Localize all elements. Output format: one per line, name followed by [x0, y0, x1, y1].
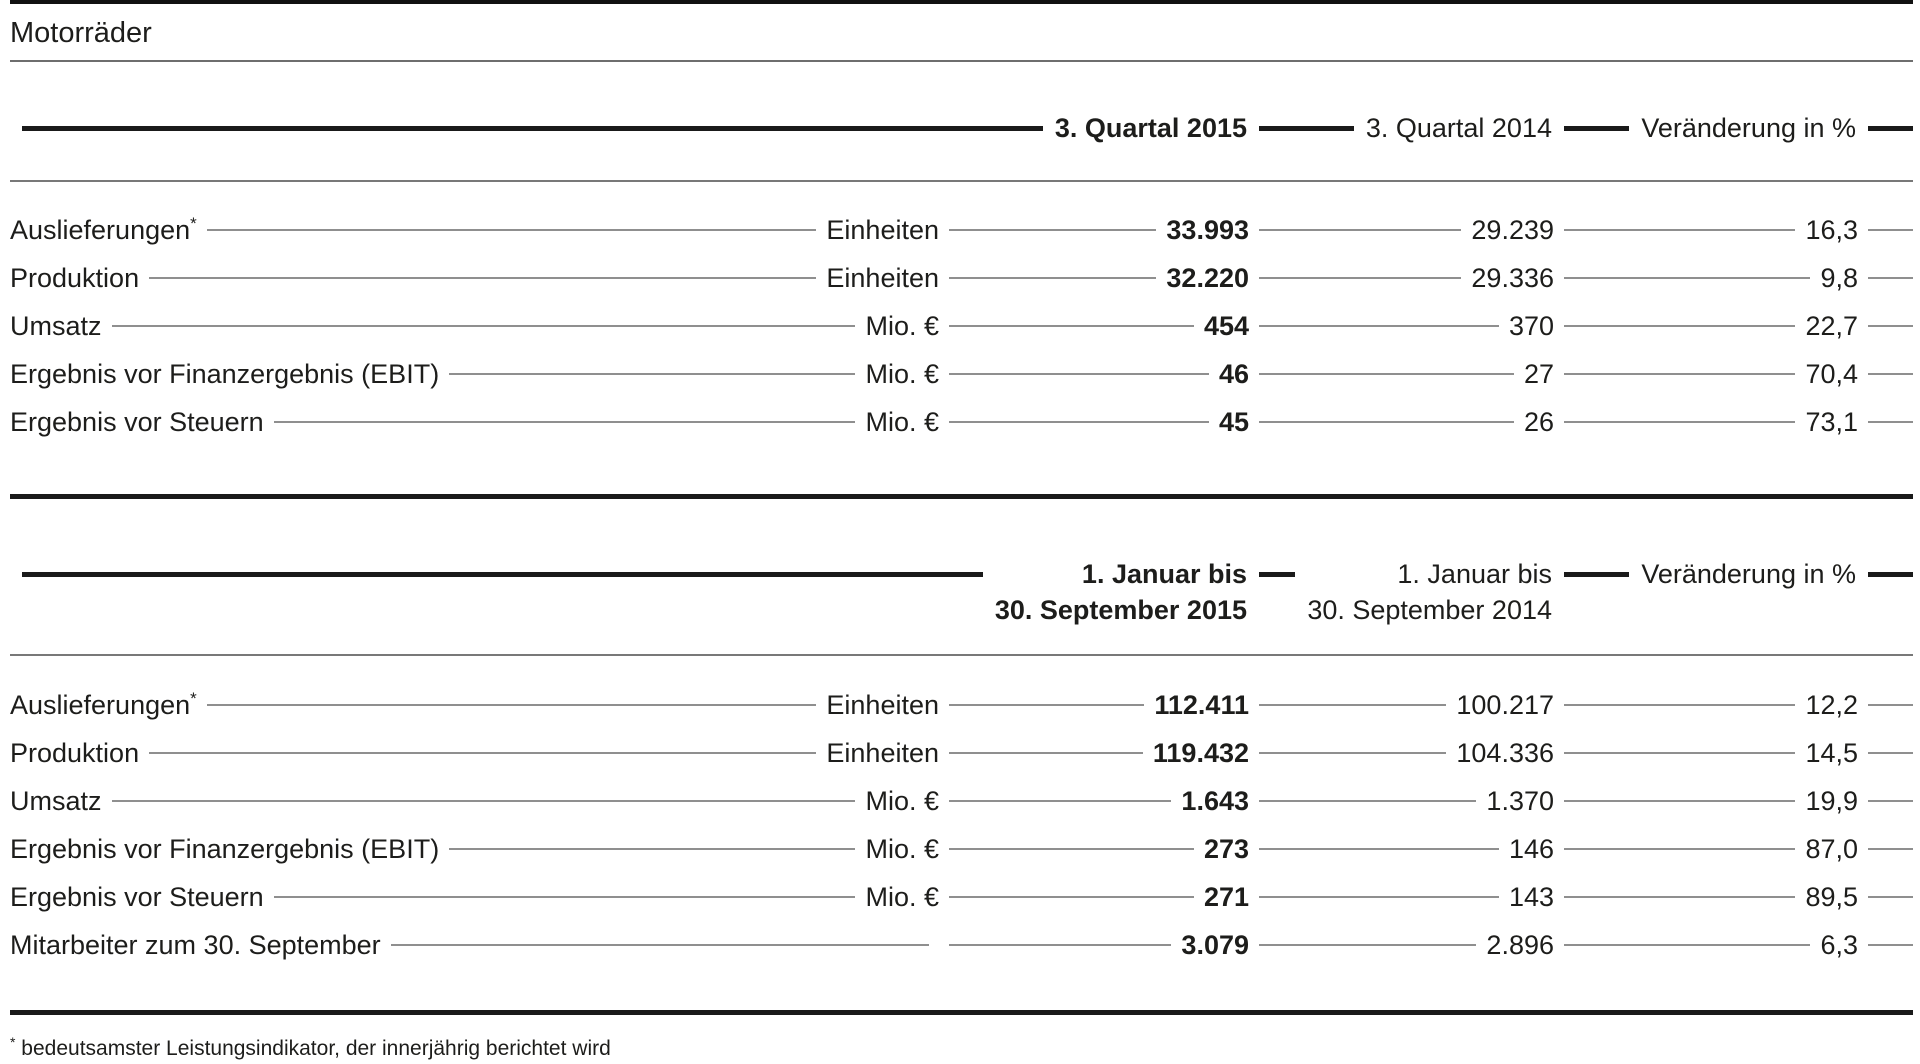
leader-line — [207, 229, 817, 231]
value-prior: 143 — [1508, 881, 1554, 912]
row-label-text: Ergebnis vor Finanzergebnis (EBIT) — [10, 833, 440, 864]
footnote-marker: * — [190, 688, 197, 708]
leader-line — [949, 848, 1194, 850]
row-label — [10, 930, 381, 961]
top-divider — [10, 0, 1913, 4]
value-current: 32.220 — [1166, 262, 1249, 293]
column-header-change: Veränderung in % — [1641, 559, 1856, 589]
value-current: 119.432 — [1152, 737, 1249, 768]
leader-line — [949, 373, 1209, 375]
row-unit: Einheiten — [826, 737, 939, 768]
leader-line — [1868, 277, 1913, 279]
row-label — [10, 882, 264, 913]
leader-line — [1564, 704, 1795, 706]
value-current: 33.993 — [1166, 214, 1249, 245]
ytd-table-body — [10, 656, 1913, 994]
header-leader-line — [1564, 572, 1629, 577]
column-header-current-line2: 30. September 2015 — [994, 595, 1247, 625]
value-current: 271 — [1203, 881, 1249, 912]
leader-line — [1868, 373, 1913, 375]
row-label-text: Mitarbeiter zum 30. September — [10, 929, 381, 960]
row-label-text: Produktion — [10, 262, 140, 293]
row-unit: Mio. € — [865, 833, 939, 864]
header-leader-line — [22, 126, 1043, 131]
value-prior: 2.896 — [1486, 929, 1554, 960]
table-row — [10, 206, 1913, 254]
row-label-text: Auslieferungen — [10, 689, 191, 720]
column-header-change: Veränderung in % — [1641, 112, 1856, 143]
value-current: 1.643 — [1181, 785, 1249, 816]
leader-line — [1259, 229, 1461, 231]
value-change: 22,7 — [1805, 310, 1858, 341]
column-header-change-group — [1552, 556, 1856, 592]
row-unit: Mio. € — [865, 358, 939, 389]
value-change: 12,2 — [1805, 689, 1858, 720]
column-header-current-line1: 1. Januar bis — [1081, 559, 1247, 589]
value-prior: 146 — [1508, 833, 1554, 864]
value-change: 19,9 — [1805, 785, 1858, 816]
value-prior: 27 — [1523, 358, 1554, 389]
leader-line — [949, 277, 1156, 279]
leader-line — [1868, 848, 1913, 850]
value-current: 454 — [1203, 310, 1249, 341]
column-header-change-group — [1552, 113, 1856, 144]
header-leader-line — [1259, 572, 1295, 577]
row-unit: Mio. € — [865, 406, 939, 437]
table-row — [10, 254, 1913, 302]
value-current: 273 — [1203, 833, 1249, 864]
value-prior: 104.336 — [1456, 737, 1554, 768]
table-row — [10, 921, 1913, 969]
leader-line — [1564, 277, 1810, 279]
value-change: 14,5 — [1805, 737, 1858, 768]
value-prior: 26 — [1523, 406, 1554, 437]
row-unit: Mio. € — [865, 785, 939, 816]
leader-line — [1564, 373, 1795, 375]
leader-line — [1564, 752, 1795, 754]
row-label — [10, 834, 439, 865]
leader-line — [1868, 421, 1913, 423]
row-label — [10, 215, 197, 246]
table-divider — [10, 494, 1913, 499]
leader-line — [149, 752, 816, 754]
footnote-marker: * — [10, 1034, 16, 1050]
value-change: 70,4 — [1805, 358, 1858, 389]
leader-line — [1564, 421, 1795, 423]
footnote — [10, 1027, 1913, 1064]
value-current: 3.079 — [1181, 929, 1249, 960]
row-unit: Einheiten — [826, 214, 939, 245]
column-header-current: 3. Quartal 2015 — [1054, 112, 1247, 143]
header-leader-line — [1259, 126, 1354, 131]
table-divider — [10, 1010, 1913, 1015]
header-leader-line — [1868, 126, 1913, 131]
leader-line — [1259, 800, 1476, 802]
value-change: 87,0 — [1805, 833, 1858, 864]
leader-line — [949, 896, 1194, 898]
leader-line — [1868, 896, 1913, 898]
column-header-prior: 3. Quartal 2014 — [1365, 112, 1552, 143]
value-prior: 1.370 — [1486, 785, 1554, 816]
ytd-table-header — [10, 556, 1913, 628]
value-prior: 29.239 — [1471, 214, 1554, 245]
leader-line — [1259, 848, 1499, 850]
leader-line — [274, 896, 856, 898]
row-unit: Mio. € — [865, 881, 939, 912]
row-label-text: Ergebnis vor Finanzergebnis (EBIT) — [10, 358, 440, 389]
column-header-prior-group — [1247, 556, 1552, 628]
column-header-prior-line2: 30. September 2014 — [1307, 595, 1552, 625]
value-prior: 29.336 — [1471, 262, 1554, 293]
page-title: Motorräder — [10, 17, 152, 49]
leader-line — [1564, 896, 1795, 898]
row-label-text: Ergebnis vor Steuern — [10, 406, 264, 437]
leader-line — [949, 704, 1144, 706]
row-label — [10, 311, 102, 342]
leader-line — [449, 848, 855, 850]
leader-line — [149, 277, 816, 279]
value-change: 16,3 — [1805, 214, 1858, 245]
leader-line — [1868, 325, 1913, 327]
leader-line — [1868, 704, 1913, 706]
column-header-prior — [1307, 556, 1552, 628]
header-leader-line — [1564, 126, 1629, 131]
leader-line — [949, 800, 1171, 802]
row-unit: Einheiten — [826, 689, 939, 720]
quarter-table-body — [10, 182, 1913, 470]
leader-line — [207, 704, 817, 706]
leader-line — [949, 944, 1171, 946]
footnote-text: bedeutsamster Leistungsindikator, der innerjährig berichtet wird — [21, 1037, 611, 1060]
table-row — [10, 777, 1913, 825]
table-row — [10, 302, 1913, 350]
value-current: 46 — [1218, 358, 1249, 389]
value-current: 112.411 — [1154, 689, 1249, 720]
leader-line — [1868, 229, 1913, 231]
leader-line — [274, 421, 856, 423]
leader-line — [1259, 944, 1476, 946]
footnote-marker: * — [190, 213, 197, 233]
leader-line — [449, 373, 855, 375]
value-current: 45 — [1218, 406, 1249, 437]
leader-line — [1259, 421, 1514, 423]
leader-line — [1564, 325, 1795, 327]
leader-line — [112, 325, 856, 327]
value-change: 6,3 — [1820, 929, 1858, 960]
row-label — [10, 738, 139, 769]
leader-line — [1259, 325, 1499, 327]
row-label-text: Umsatz — [10, 785, 102, 816]
header-leader-line — [22, 572, 983, 577]
row-label — [10, 690, 197, 721]
value-prior: 100.217 — [1456, 689, 1554, 720]
row-label-text: Ergebnis vor Steuern — [10, 881, 264, 912]
row-label-text: Auslieferungen — [10, 214, 191, 245]
leader-line — [1564, 848, 1795, 850]
row-unit: Einheiten — [826, 262, 939, 293]
leader-line — [949, 752, 1143, 754]
row-label — [10, 263, 139, 294]
table-row — [10, 350, 1913, 398]
row-label — [10, 407, 264, 438]
leader-line — [1868, 944, 1913, 946]
title-divider — [10, 60, 1913, 62]
row-label-text: Produktion — [10, 737, 140, 768]
leader-line — [949, 421, 1209, 423]
table-row — [10, 825, 1913, 873]
leader-line — [1868, 752, 1913, 754]
column-header-prior-group — [1247, 113, 1552, 144]
quarter-table-header — [10, 110, 1913, 146]
leader-line — [1259, 752, 1446, 754]
column-header-prior-line1: 1. Januar bis — [1397, 559, 1552, 589]
leader-line — [1259, 704, 1446, 706]
table-row — [10, 398, 1913, 446]
leader-line — [949, 325, 1194, 327]
header-leader-line — [1868, 572, 1913, 577]
leader-line — [112, 800, 856, 802]
row-label — [10, 786, 102, 817]
value-change: 9,8 — [1820, 262, 1858, 293]
row-label-text: Umsatz — [10, 310, 102, 341]
value-change: 89,5 — [1805, 881, 1858, 912]
leader-line — [1259, 896, 1499, 898]
leader-line — [1564, 944, 1810, 946]
leader-line — [1564, 229, 1795, 231]
leader-line — [1259, 373, 1514, 375]
table-row — [10, 873, 1913, 921]
leader-line — [1868, 800, 1913, 802]
column-header-current — [995, 556, 1247, 628]
row-unit: Mio. € — [865, 310, 939, 341]
value-change: 73,1 — [1805, 406, 1858, 437]
leader-line — [1259, 277, 1461, 279]
table-row — [10, 729, 1913, 777]
leader-line — [391, 944, 929, 946]
table-row — [10, 681, 1913, 729]
leader-line — [949, 229, 1156, 231]
leader-line — [1564, 800, 1795, 802]
value-prior: 370 — [1508, 310, 1554, 341]
row-label — [10, 359, 439, 390]
